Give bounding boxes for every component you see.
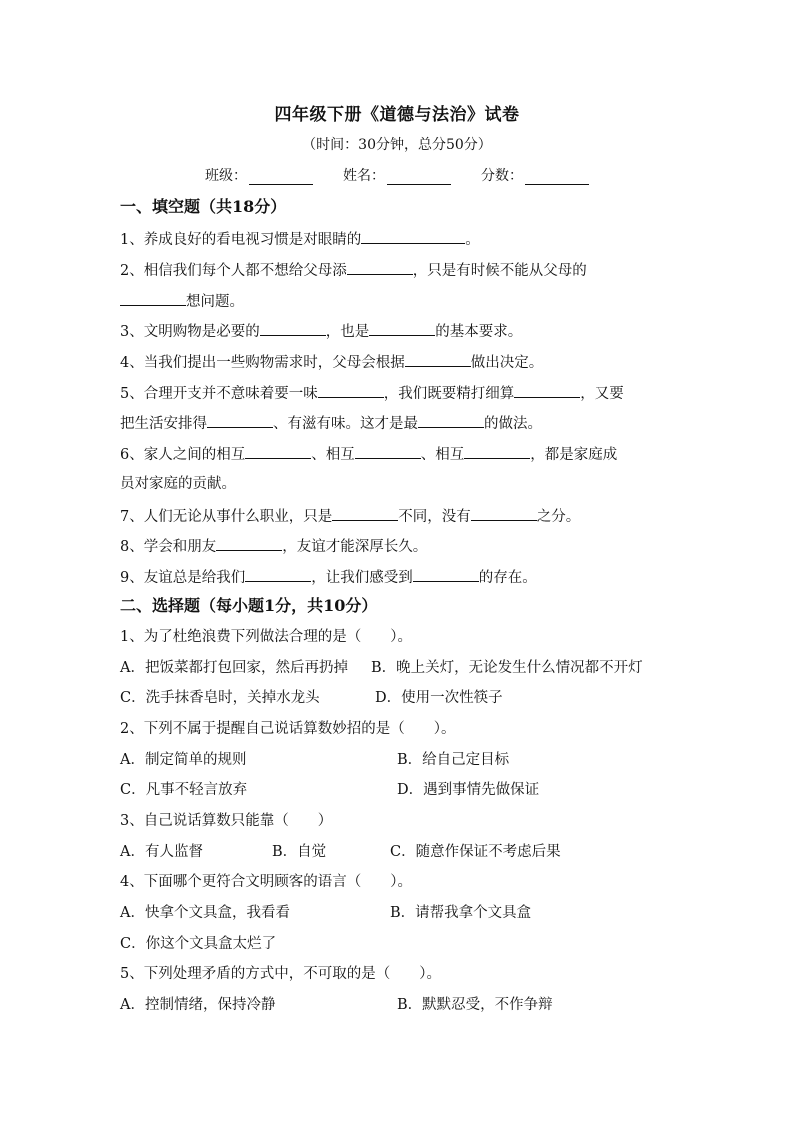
answer-blank[interactable] [318, 382, 384, 398]
choice-3-option-a[interactable]: A．有人监督 [120, 844, 203, 860]
fill-question-6-cont: 员对家庭的贡献。 [120, 476, 236, 492]
name-field [343, 165, 451, 185]
q1-text-a: 1、养成良好的看电视习惯是对眼睛的 [120, 232, 362, 248]
q7-text-a: 7、人们无论从事什么职业，只是 [120, 509, 333, 525]
q4-text-b: 做出决定。 [470, 355, 544, 371]
exam-title: 四年级下册《道德与法治》试卷 [274, 105, 520, 125]
choice-1-option-a[interactable]: A．把饭菜都打包回家，然后再扔掉 [120, 660, 348, 676]
choice-2-option-b[interactable]: B．给自己定目标 [397, 752, 510, 768]
q3-text-a: 3、文明购物是必要的 [120, 324, 260, 340]
q5-text-f: 的做法。 [484, 416, 542, 432]
q5-text-e: 、有滋有味。这才是最 [273, 416, 418, 432]
q5-text-d: 把生活安排得 [120, 416, 207, 432]
choice-4-option-a[interactable]: A．快拿个文具盒，我看看 [120, 905, 290, 921]
answer-blank[interactable] [216, 535, 282, 551]
choice-question-4-stem: 4、下面哪个更符合文明顾客的语言（ ）。 [120, 874, 412, 890]
student-info-row [0, 165, 794, 185]
fill-question-2 [120, 259, 710, 281]
answer-blank[interactable] [418, 412, 484, 428]
choice-2-option-c[interactable]: C．凡事不轻言放弃 [120, 782, 248, 798]
q1-text-b: 。 [465, 232, 480, 248]
fill-question-8 [120, 535, 710, 557]
answer-blank[interactable] [355, 443, 421, 459]
answer-blank[interactable] [369, 320, 435, 336]
fill-question-9 [120, 566, 710, 588]
choice-1-option-d[interactable]: D．使用一次性筷子 [375, 690, 503, 706]
choice-question-3-stem: 3、自己说话算数只能靠（ ） [120, 813, 333, 829]
answer-blank[interactable] [413, 566, 479, 582]
q2-text-b: ，只是有时候不能从父母的 [412, 263, 587, 279]
score-blank[interactable] [525, 168, 589, 185]
score-field [481, 165, 589, 185]
score-label: 分数： [481, 168, 523, 184]
q5-text-c: ，又要 [580, 386, 624, 402]
q9-text-a: 9、友谊总是给我们 [120, 570, 246, 586]
choice-question-2-stem: 2、下列不属于提醒自己说话算数妙招的是（ ）。 [120, 721, 456, 737]
choice-5-option-a[interactable]: A．控制情绪，保持冷静 [120, 997, 276, 1013]
fill-question-5-cont [120, 412, 710, 434]
section2-heading: 二、选择题（每小题1分，共10分） [120, 596, 378, 615]
answer-blank[interactable] [347, 259, 413, 275]
choice-5-option-b[interactable]: B．默默忍受，不作争辩 [397, 997, 553, 1013]
choice-question-1-stem: 1、为了杜绝浪费下列做法合理的是（ ）。 [120, 629, 412, 645]
q6-text-a: 6、家人之间的相互 [120, 447, 246, 463]
fill-question-4 [120, 351, 710, 373]
choice-question-5-stem: 5、下列处理矛盾的方式中，不可取的是（ ）。 [120, 966, 441, 982]
q3-text-b: ，也是 [325, 324, 370, 340]
class-field [205, 165, 313, 185]
name-blank[interactable] [387, 168, 451, 185]
q6-text-c: 、相互 [420, 447, 465, 463]
fill-question-5 [120, 382, 710, 404]
q6-text-b: 、相互 [311, 447, 355, 463]
fill-question-7 [120, 505, 710, 527]
choice-1-option-c[interactable]: C．洗手抹香皂时，关掉水龙头 [120, 690, 320, 706]
q2-text-c: 想问题。 [186, 294, 244, 310]
fill-question-3 [120, 320, 710, 342]
exam-subtitle: （时间：30分钟，总分50分） [302, 137, 492, 153]
q9-text-c: 的存在。 [478, 570, 537, 586]
q9-text-b: ，让我们感受到 [311, 570, 413, 586]
answer-blank[interactable] [514, 382, 580, 398]
choice-1-option-b[interactable]: B．晚上关灯，无论发生什么情况都不开灯 [371, 660, 643, 676]
q2-text-a: 2、相信我们每个人都不想给父母添 [120, 263, 347, 279]
fill-question-2-cont [120, 290, 710, 312]
choice-2-option-a[interactable]: A．制定简单的规则 [120, 752, 247, 768]
q7-text-c: 之分。 [536, 509, 581, 525]
answer-blank[interactable] [245, 443, 311, 459]
q8-text-b: ，友谊才能深厚长久。 [282, 539, 428, 555]
q5-text-a: 5、合理开支并不意味着要一味 [120, 386, 318, 402]
choice-3-option-c[interactable]: C．随意作保证不考虑后果 [390, 844, 561, 860]
fill-question-1 [120, 228, 710, 250]
fill-question-6 [120, 443, 710, 465]
class-blank[interactable] [249, 168, 313, 185]
q7-text-b: 不同，没有 [398, 509, 471, 525]
choice-3-option-b[interactable]: B．自觉 [272, 844, 327, 860]
q4-text-a: 4、当我们提出一些购物需求时，父母会根据 [120, 355, 405, 371]
answer-blank[interactable] [464, 443, 530, 459]
q6-text-d: ，都是家庭成 [530, 447, 618, 463]
answer-blank[interactable] [332, 505, 398, 521]
answer-blank[interactable] [260, 320, 326, 336]
q3-text-c: 的基本要求。 [435, 324, 523, 340]
choice-4-option-c[interactable]: C．你这个文具盒太烂了 [120, 936, 277, 952]
choice-2-option-d[interactable]: D．遇到事情先做保证 [397, 782, 540, 798]
q5-text-b: ，我们既要精打细算 [383, 386, 515, 402]
answer-blank[interactable] [120, 290, 186, 306]
answer-blank[interactable] [471, 505, 537, 521]
answer-blank[interactable] [207, 412, 273, 428]
class-label: 班级： [205, 168, 247, 184]
answer-blank[interactable] [245, 566, 311, 582]
q8-text-a: 8、学会和朋友 [120, 539, 217, 555]
choice-4-option-b[interactable]: B．请帮我拿个文具盒 [390, 905, 532, 921]
answer-blank[interactable] [405, 351, 471, 367]
section1-heading: 一、填空题（共18分） [120, 197, 287, 216]
name-label: 姓名： [343, 168, 385, 184]
answer-blank[interactable] [361, 228, 465, 244]
